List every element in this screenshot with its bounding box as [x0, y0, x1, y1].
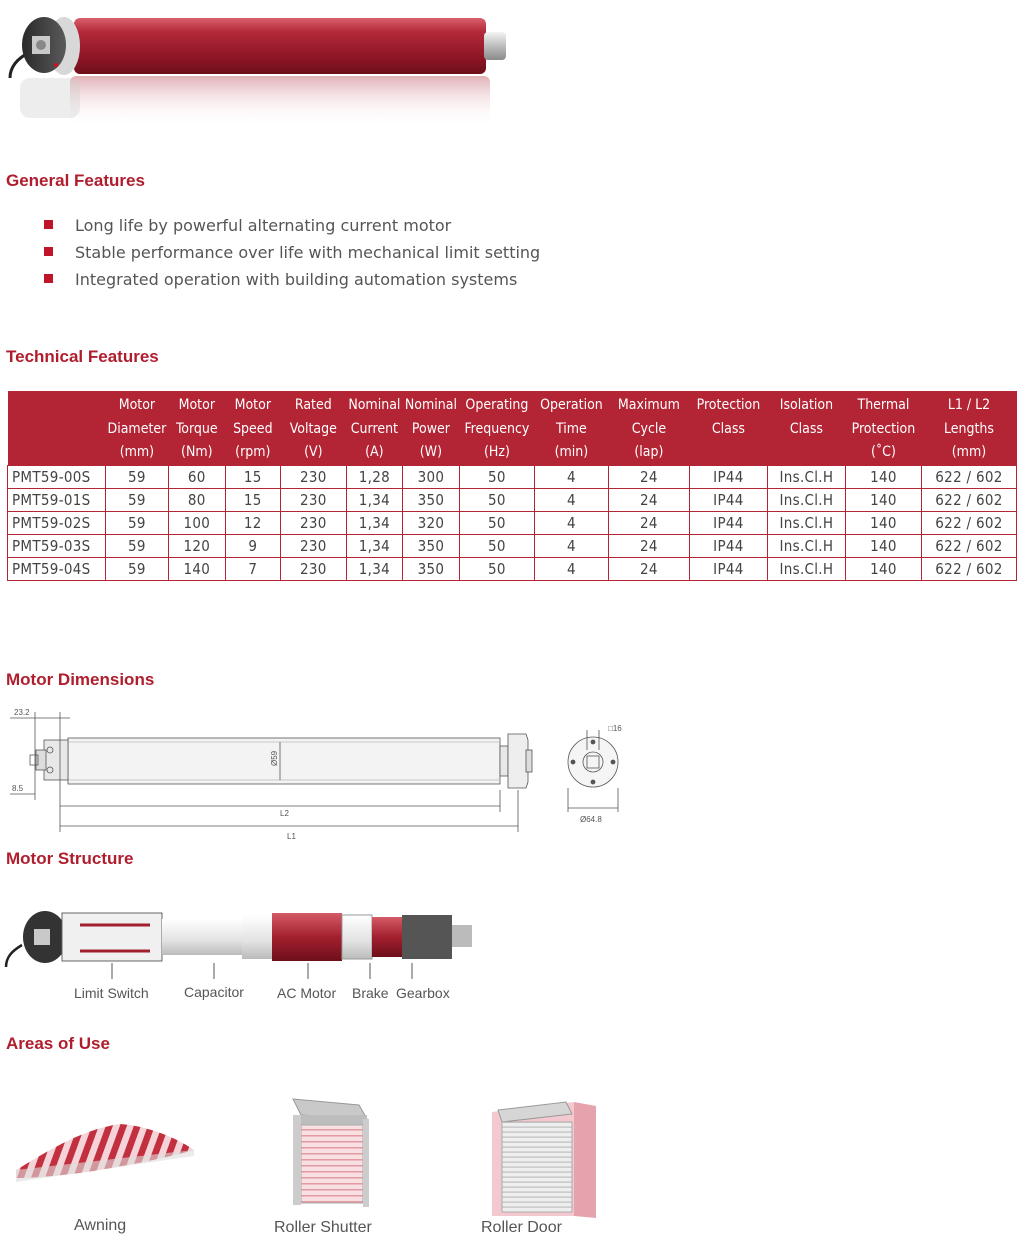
spec-cell: 50 [459, 557, 534, 580]
spec-cell: 230 [280, 465, 346, 488]
spec-cell: 59 [106, 557, 169, 580]
spec-cell: Ins.Cl.H [767, 465, 845, 488]
spec-cell: 1,34 [346, 557, 402, 580]
dim-l2: L2 [280, 809, 289, 818]
spec-cell: 1,34 [346, 534, 402, 557]
motor-dimension-drawing [0, 700, 640, 845]
spec-cell: Ins.Cl.H [767, 488, 845, 511]
spec-cell: 59 [106, 511, 169, 534]
spec-cell: IP44 [689, 465, 767, 488]
spec-cell: 9 [225, 534, 280, 557]
spec-cell: 60 [168, 465, 225, 488]
dim-diameter: Ø59 [270, 750, 279, 766]
spec-cell: 350 [402, 557, 459, 580]
spec-cell: 140 [845, 534, 921, 557]
roller-door-label: Roller Door [481, 1219, 562, 1236]
spec-cell: 1,28 [346, 465, 402, 488]
header-maximum-cycle: Maximum Cycle (lap) [608, 391, 689, 465]
spec-cell: 120 [168, 534, 225, 557]
spec-cell: 140 [845, 465, 921, 488]
header-isolation-class: Isolation Class [767, 391, 845, 465]
motor-structure-image [0, 895, 480, 980]
awning-icon [10, 1120, 200, 1190]
header-cell [8, 391, 106, 465]
model-cell: PMT59-00S [8, 465, 106, 488]
header-motor-speed: Motor Speed (rpm) [225, 391, 280, 465]
technical-features-title: Technical Features [6, 347, 159, 366]
spec-cell: 300 [402, 465, 459, 488]
spec-cell: 622 / 602 [921, 534, 1016, 557]
spec-table [7, 391, 1017, 581]
spec-cell: 4 [534, 511, 608, 534]
spec-row [8, 534, 1017, 557]
spec-cell: 12 [225, 511, 280, 534]
spec-header-row [8, 391, 1017, 465]
model-cell: PMT59-04S [8, 557, 106, 580]
bullet-icon [44, 247, 53, 256]
spec-row [8, 557, 1017, 580]
areas-of-use-title: Areas of Use [6, 1034, 110, 1053]
header-operation-time: Operation Time (min) [534, 391, 608, 465]
spec-cell: 350 [402, 534, 459, 557]
spec-cell: 350 [402, 488, 459, 511]
spec-cell: 24 [608, 488, 689, 511]
dim-8-5: 8.5 [12, 784, 24, 793]
roller-shutter-icon [285, 1095, 375, 1210]
feature-item [44, 216, 451, 235]
roller-shutter-label: Roller Shutter [274, 1219, 372, 1236]
spec-cell: 59 [106, 488, 169, 511]
spec-cell: 230 [280, 511, 346, 534]
dim-square: □16 [608, 724, 622, 733]
spec-cell: IP44 [689, 511, 767, 534]
spec-cell: 4 [534, 557, 608, 580]
part-limit-switch: Limit Switch [74, 985, 149, 1001]
spec-cell: 50 [459, 465, 534, 488]
motor-dimensions-title: Motor Dimensions [6, 670, 155, 689]
spec-cell: 24 [608, 557, 689, 580]
spec-cell: 7 [225, 557, 280, 580]
feature-text: Long life by powerful alternating current motor [75, 216, 452, 235]
bullet-icon [44, 220, 53, 229]
dim-23-2: 23.2 [14, 708, 30, 717]
header-protection-class: Protection Class [689, 391, 767, 465]
spec-cell: 50 [459, 511, 534, 534]
model-cell: PMT59-02S [8, 511, 106, 534]
spec-cell: 140 [845, 511, 921, 534]
part-gearbox: Gearbox [396, 985, 450, 1001]
spec-row [8, 488, 1017, 511]
spec-cell: 230 [280, 557, 346, 580]
spec-cell: 59 [106, 465, 169, 488]
spec-cell: 622 / 602 [921, 465, 1016, 488]
feature-text: Integrated operation with building automation systems [75, 270, 518, 289]
motor-structure-title: Motor Structure [6, 849, 134, 868]
feature-text: Stable performance over life with mechanical limit setting [75, 243, 541, 262]
spec-cell: IP44 [689, 534, 767, 557]
spec-row [8, 511, 1017, 534]
awning-label: Awning [74, 1217, 127, 1234]
spec-cell: Ins.Cl.H [767, 557, 845, 580]
spec-cell: 4 [534, 465, 608, 488]
spec-cell: Ins.Cl.H [767, 534, 845, 557]
spec-cell: IP44 [689, 557, 767, 580]
spec-cell: 320 [402, 511, 459, 534]
spec-cell: 622 / 602 [921, 511, 1016, 534]
spec-cell: 140 [845, 557, 921, 580]
header-motor-torque: Motor Torque (Nm) [168, 391, 225, 465]
spec-cell: 4 [534, 488, 608, 511]
spec-cell: 80 [168, 488, 225, 511]
spec-cell: 140 [845, 488, 921, 511]
spec-cell: 15 [225, 465, 280, 488]
header-operating-frequency: Operating Frequency (Hz) [459, 391, 534, 465]
spec-cell: 24 [608, 534, 689, 557]
spec-cell: Ins.Cl.H [767, 511, 845, 534]
spec-cell: 230 [280, 488, 346, 511]
header-rated-voltage: Rated Voltage (V) [280, 391, 346, 465]
header-motor-diameter: Motor Diameter (mm) [106, 391, 169, 465]
spec-cell: 1,34 [346, 511, 402, 534]
roller-door-icon [488, 1098, 600, 1220]
model-cell: PMT59-03S [8, 534, 106, 557]
header-nominal-power: Nominal Power (W) [402, 391, 459, 465]
header-thermal-protection: Thermal Protection (˚C) [845, 391, 921, 465]
spec-cell: 622 / 602 [921, 488, 1016, 511]
bullet-icon [44, 274, 53, 283]
spec-cell: 24 [608, 511, 689, 534]
feature-item [44, 270, 517, 289]
header-nominal-current: Nominal Current (A) [346, 391, 402, 465]
tubular-motor-image [0, 0, 520, 135]
model-cell: PMT59-01S [8, 488, 106, 511]
part-brake: Brake [352, 985, 389, 1001]
part-capacitor: Capacitor [184, 984, 244, 1000]
feature-item [44, 243, 540, 262]
dim-outer-diameter: Ø64.8 [580, 815, 602, 824]
spec-cell: 50 [459, 488, 534, 511]
spec-cell: 622 / 602 [921, 557, 1016, 580]
header-lengths: L1 / L2 Lengths (mm) [921, 391, 1016, 465]
spec-cell: 50 [459, 534, 534, 557]
spec-cell: IP44 [689, 488, 767, 511]
spec-cell: 24 [608, 465, 689, 488]
general-features-title: General Features [6, 171, 145, 190]
part-ac-motor: AC Motor [277, 985, 337, 1001]
spec-cell: 15 [225, 488, 280, 511]
spec-cell: 230 [280, 534, 346, 557]
spec-cell: 1,34 [346, 488, 402, 511]
spec-cell: 4 [534, 534, 608, 557]
spec-row [8, 465, 1017, 488]
spec-cell: 59 [106, 534, 169, 557]
spec-cell: 100 [168, 511, 225, 534]
spec-cell: 140 [168, 557, 225, 580]
dim-l1: L1 [287, 832, 296, 841]
